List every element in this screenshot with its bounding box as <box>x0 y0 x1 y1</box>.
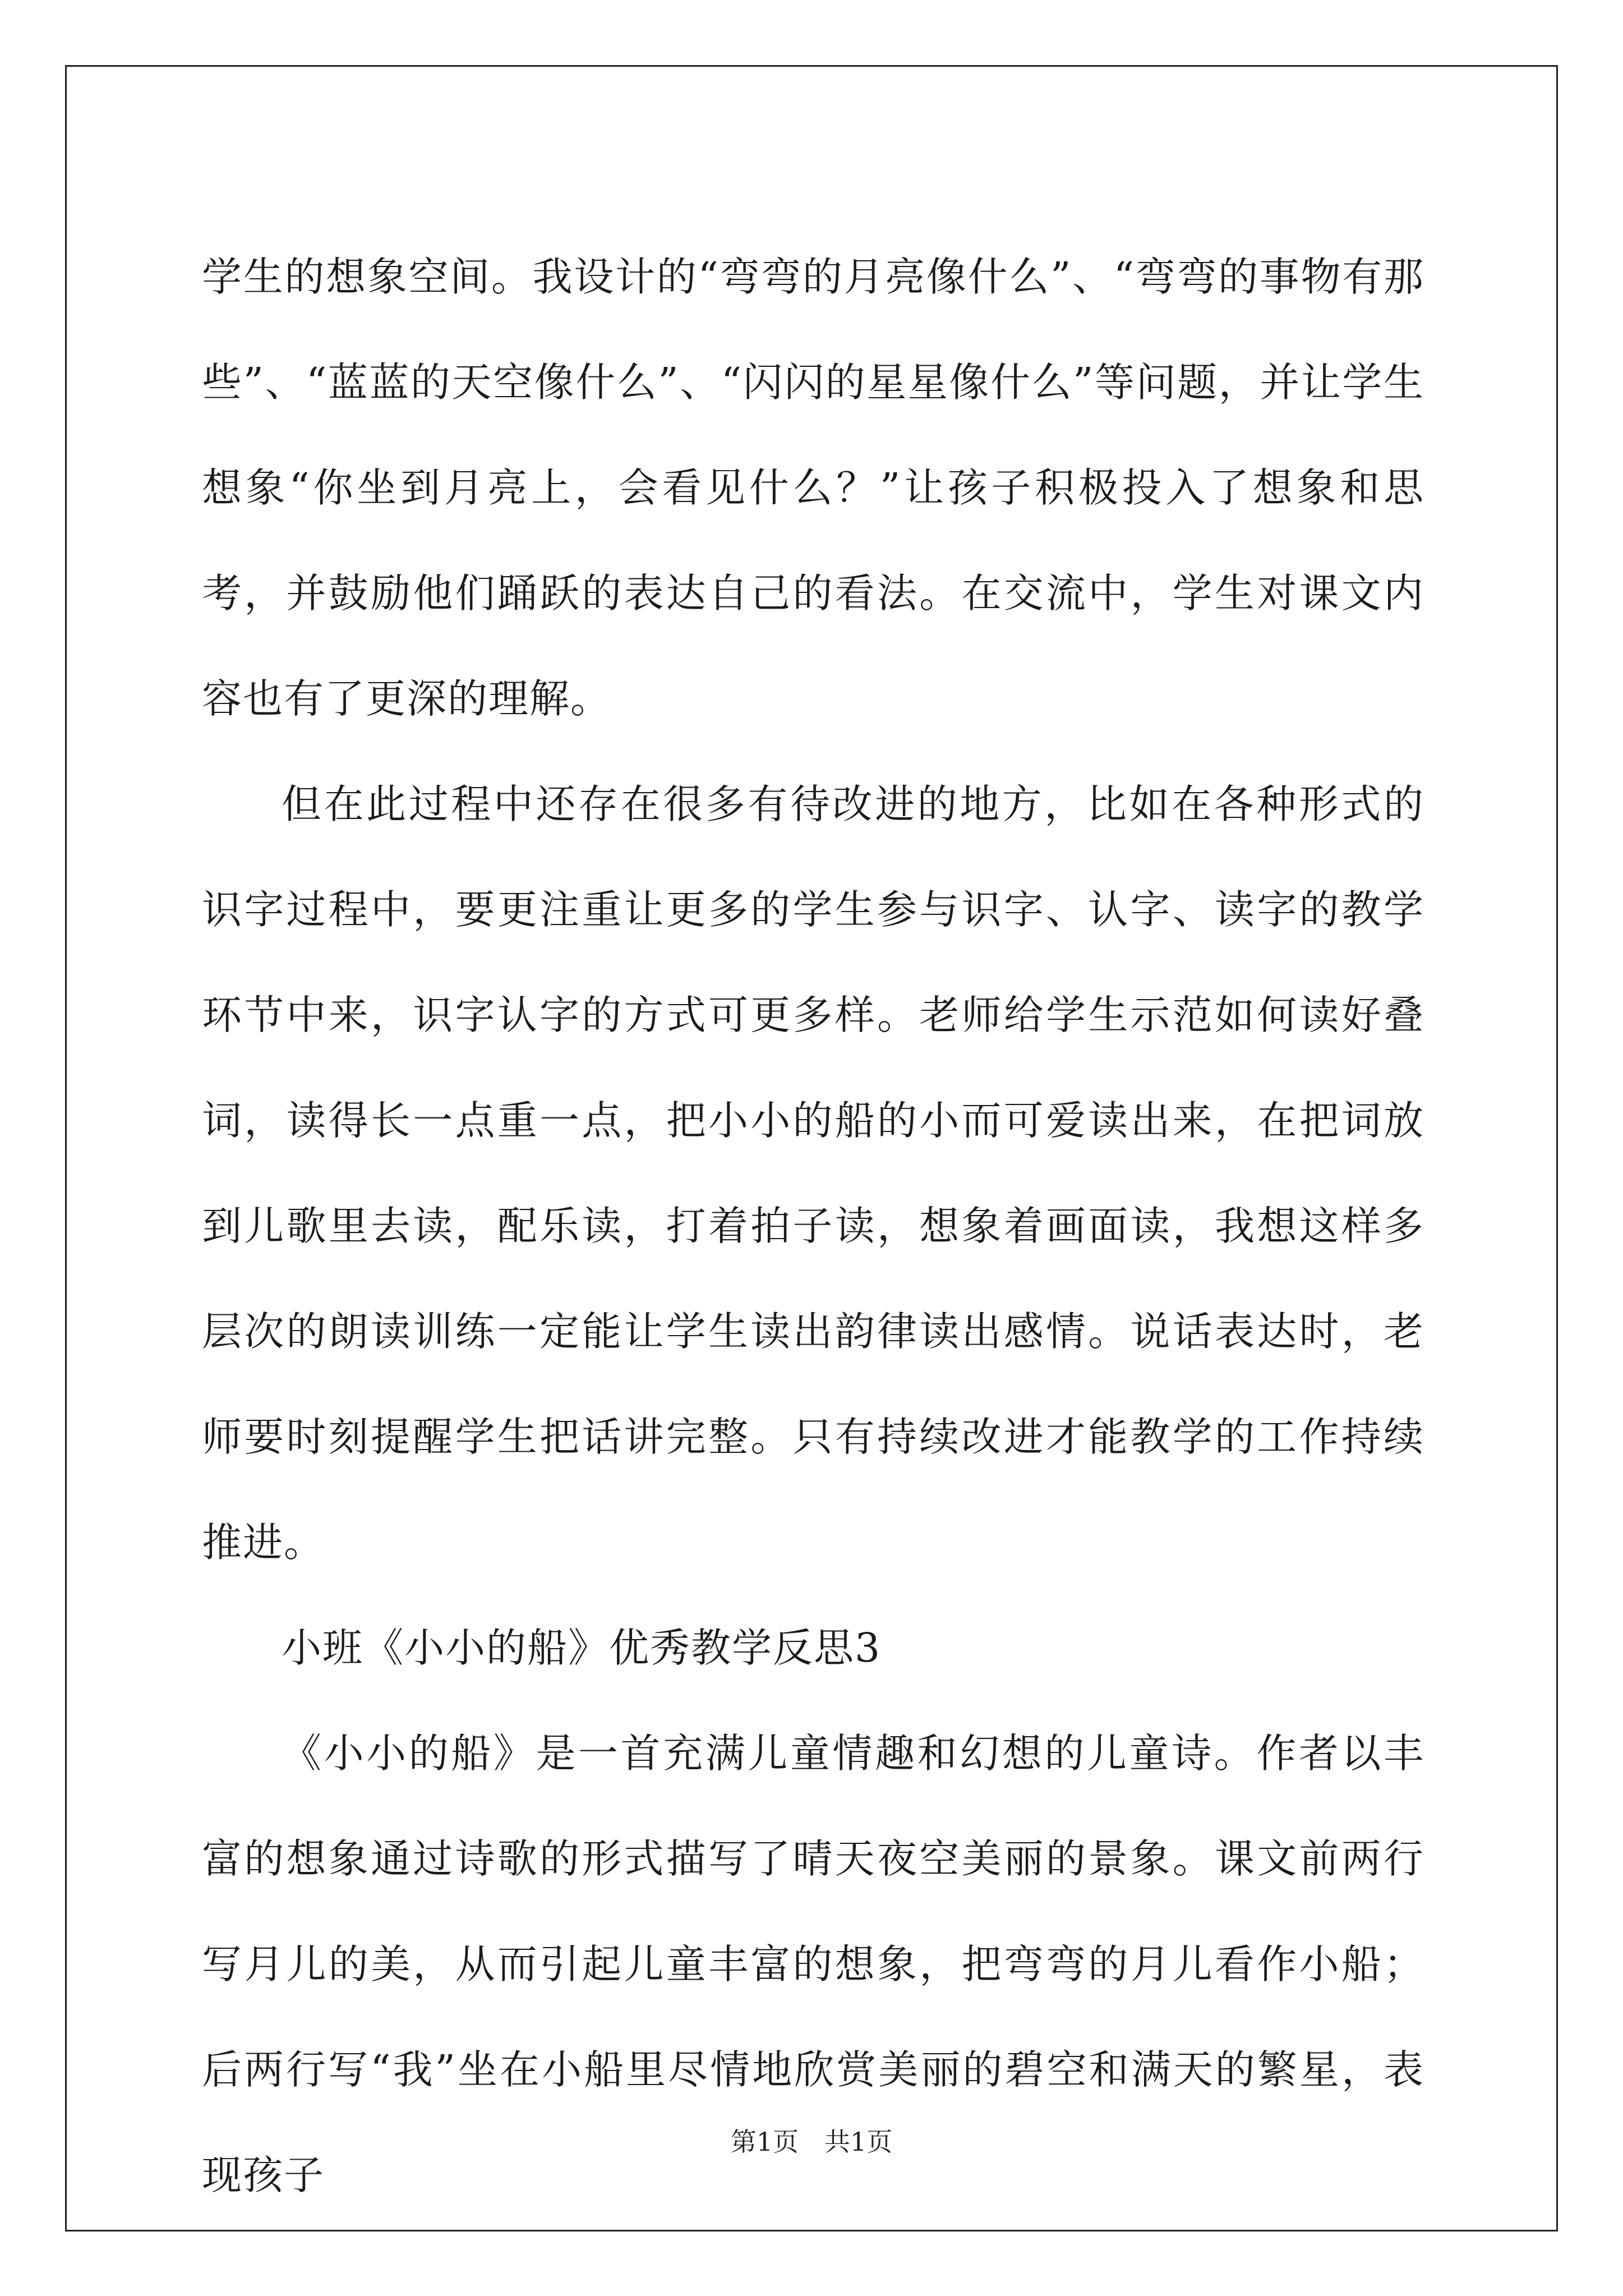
paragraph: 《小小的船》是一首充满儿童情趣和幻想的儿童诗。作者以丰富的想象通过诗歌的形式描写了晴天夜空美丽的景象。课文前两行写月儿的美，从而引起儿童丰富的想象，把弯弯的月儿看作小船；后两行写“我”坐在小船里尽情地欣赏美丽的碧空和满天的繁星，表现孩子 <box>202 1730 1424 2198</box>
document-body <box>202 224 1424 2228</box>
page-number: 第1页 <box>730 2127 799 2157</box>
section-heading: 小班《小小的船》优秀教学反思3 <box>282 1625 882 1671</box>
page-footer <box>0 2125 1623 2159</box>
page-total: 共1页 <box>824 2127 893 2157</box>
paragraph: 但在此过程中还存在很多有待改进的地方，比如在各种形式的识字过程中，要更注重让更多的学生参与识字、认字、读字的教学环节中来，识字认字的方式可更多样。老师给学生示范如何读好叠词，读得长一点重一点，把小小的船的小而可爱读出来，在把词放到儿歌里去读，配乐读，打着拍子读，想象着画面读，我想这样多层次的朗读训练一定能让学生读出韵律读出感情。说话表达时，老师要时刻提醒学生把话讲完整。只有持续改进才能教学的工作持续推进。 <box>202 781 1424 1566</box>
paragraph: 学生的想象空间。我设计的“弯弯的月亮像什么”、“弯弯的事物有那些”、“蓝蓝的天空像什么”、“闪闪的星星像什么”等问题，并让学生想象“你坐到月亮上，会看见什么？”让孩子积极投入了想象和思考，并鼓励他们踊跃的表达自己的看法。在交流中，学生对课文内容也有了更深的理解。 <box>202 254 1424 722</box>
